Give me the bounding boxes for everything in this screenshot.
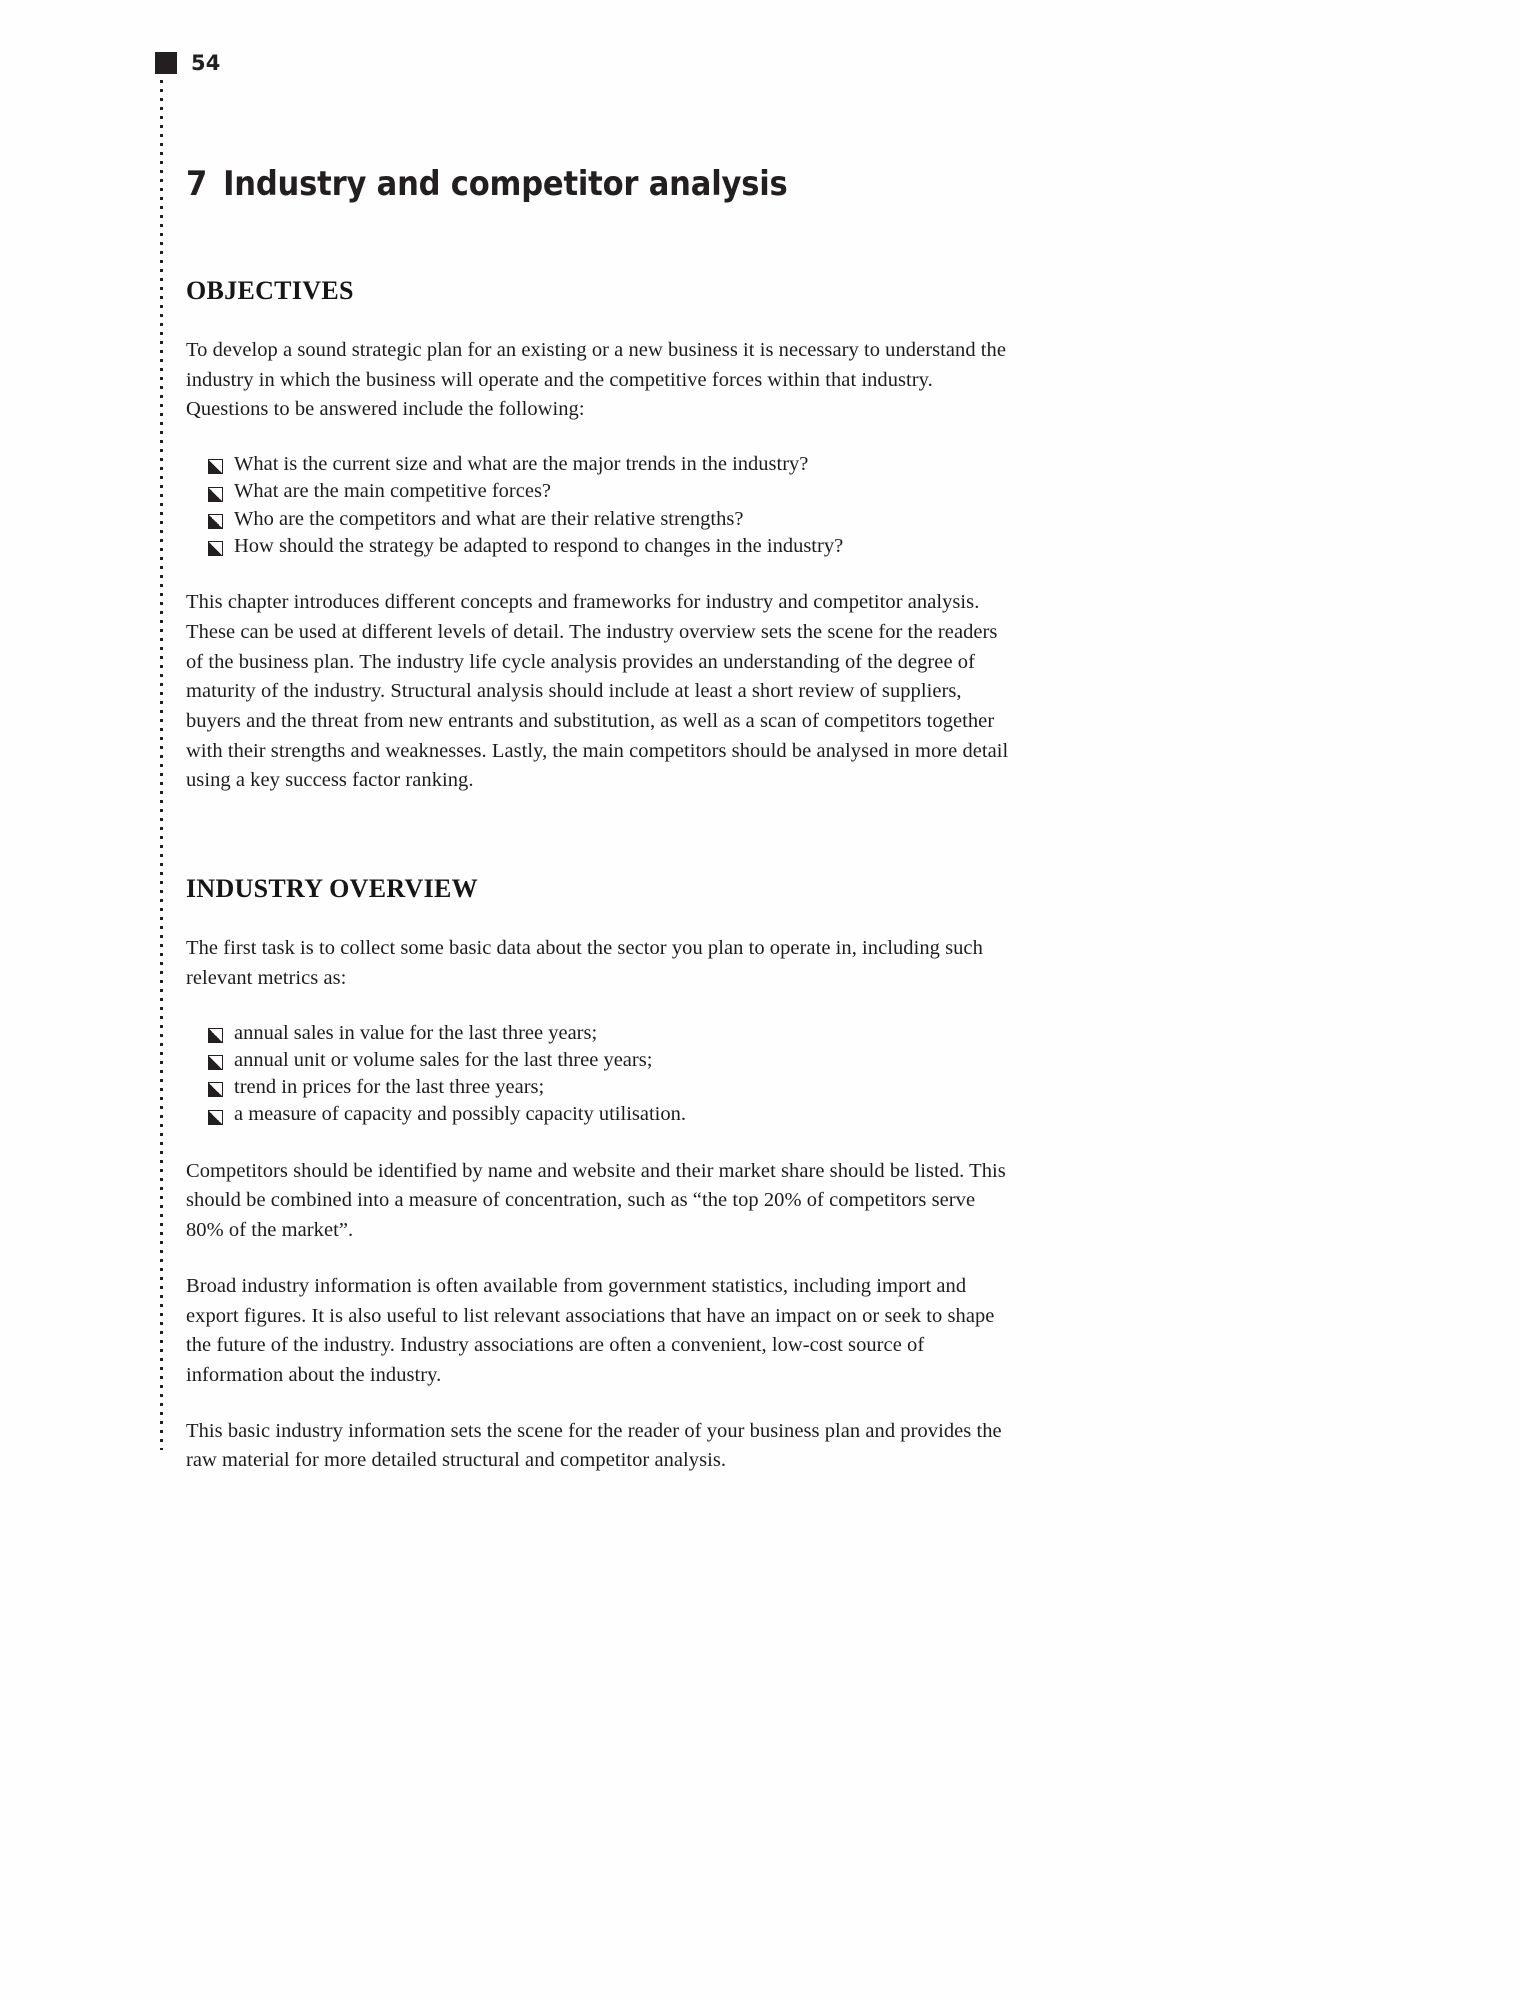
text-column [186, 150, 1016, 1476]
objectives-closing-paragraph: This chapter introduces different concepts and frameworks for industry and competitor analysis. These can be used at different levels of detail. The industry overview sets the scene for the readers of the business plan. The industry life cycle analysis provides an understanding of the degree of maturity of the industry. Structural analysis should include at least a short review of suppliers, buyers and the threat from new entrants and substitution, as well as a scan of competitors together with their strengths and weaknesses. Lastly, the main competitors should be analysed in more detail using a key success factor ranking. [186, 591, 1009, 792]
list-item-label: Who are the competitors and what are their relative strengths? [234, 507, 744, 530]
section-heading-industry-overview: INDUSTRY OVERVIEW [186, 874, 478, 904]
list-item-label: annual unit or volume sales for the last three years; [234, 1048, 653, 1071]
chapter-title [186, 150, 1016, 204]
list-item [186, 451, 1016, 478]
competitors-paragraph: Competitors should be identified by name and website and their market share should be listed. This should be combined into a measure of concentration, such as “the top 20% of competitors serve 80% of the market”. [186, 1159, 1006, 1242]
chapter-number: 7 [186, 164, 208, 204]
half-filled-square-bullet-icon [208, 459, 223, 474]
half-filled-square-bullet-icon [208, 1110, 223, 1125]
half-filled-square-bullet-icon [208, 1082, 223, 1097]
list-item [186, 1101, 1016, 1128]
list-item-label: What is the current size and what are the major trends in the industry? [234, 453, 809, 476]
broad-industry-information-paragraph: Broad industry information is often available from government statistics, including import and export figures. It is also useful to list relevant associations that have an impact on or seek to shape the future of the industry. Industry associations are often a convenient, low-cost source of information about the industry. [186, 1274, 995, 1386]
half-filled-square-bullet-icon [208, 541, 223, 556]
list-item [186, 1074, 1016, 1101]
half-filled-square-bullet-icon [208, 487, 223, 502]
list-item-label: What are the main competitive forces? [234, 480, 552, 503]
black-square-icon [155, 52, 177, 74]
list-item [186, 533, 1016, 560]
chapter-title-text: Industry and competitor analysis [223, 164, 788, 204]
objectives-question-list [186, 451, 1016, 560]
dotted-margin-rule [160, 80, 163, 1450]
half-filled-square-bullet-icon [208, 514, 223, 529]
list-item [186, 1020, 1016, 1047]
running-head [155, 52, 221, 74]
list-item [186, 506, 1016, 533]
section-heading-objectives: OBJECTIVES [186, 276, 354, 305]
half-filled-square-bullet-icon [208, 1055, 223, 1070]
industry-overview-intro-paragraph: The first task is to collect some basic data about the sector you plan to operate in, including such relevant metrics as: [186, 937, 983, 989]
basic-industry-information-paragraph: This basic industry information sets the scene for the reader of your business plan and provides the raw material for more detailed structural and competitor analysis. [186, 1419, 1002, 1472]
half-filled-square-bullet-icon [208, 1028, 223, 1043]
industry-metrics-list [186, 1020, 1016, 1129]
list-item-label: How should the strategy be adapted to respond to changes in the industry? [234, 534, 844, 557]
list-item-label: annual sales in value for the last three years; [234, 1021, 598, 1044]
list-item [186, 478, 1016, 505]
list-item-label: a measure of capacity and possibly capacity utilisation. [234, 1103, 686, 1126]
objectives-intro-paragraph: To develop a sound strategic plan for an existing or a new business it is necessary to understand the industry in which the business will operate and the competitive forces within that industry. Questions to be answered include the following: [186, 339, 1006, 421]
list-item-label: trend in prices for the last three years; [234, 1076, 545, 1099]
page-number: 54 [191, 50, 221, 75]
list-item [186, 1047, 1016, 1074]
